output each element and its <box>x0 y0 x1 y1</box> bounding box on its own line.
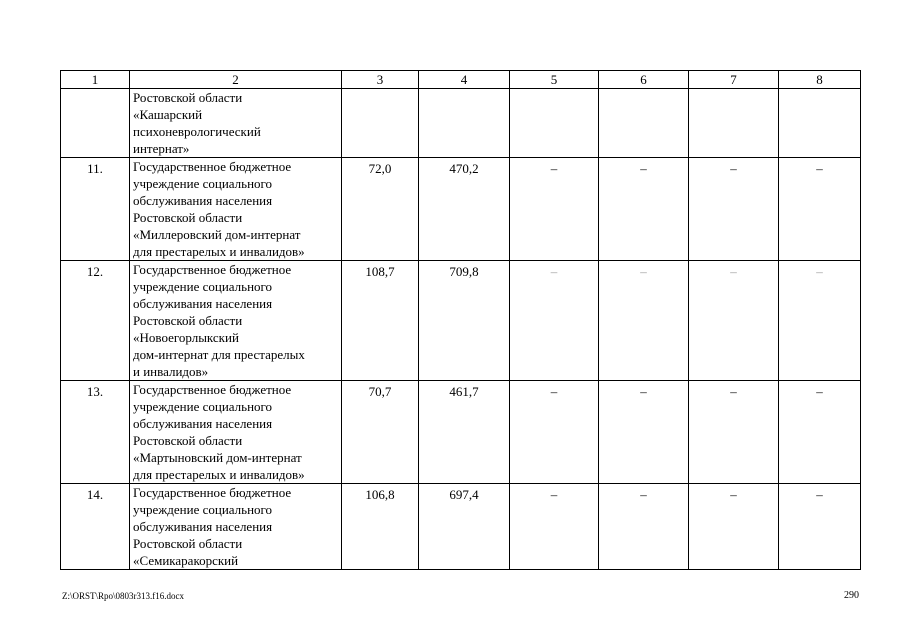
institution-name-line: «Новоегорлыкский <box>133 330 239 345</box>
row-number-cell <box>61 89 130 158</box>
row-number-cell: 12. <box>61 261 130 381</box>
value-cell-col4 <box>419 89 510 158</box>
value-cell-col4: 470,2 <box>419 158 510 261</box>
value-cell-col5: – <box>510 381 599 484</box>
header-cell: 5 <box>510 71 599 89</box>
value-cell-col7: – <box>689 158 779 261</box>
header-cell: 6 <box>599 71 689 89</box>
value-cell-col5: – <box>510 261 599 381</box>
header-cell: 3 <box>342 71 419 89</box>
institution-name-line: «Семикаракорский <box>133 553 239 568</box>
value-cell-col3: 70,7 <box>342 381 419 484</box>
table-header-row <box>61 71 861 89</box>
value-cell-col4: 697,4 <box>419 484 510 570</box>
institution-name-line: интернат» <box>133 141 190 156</box>
institution-name-line: Государственное бюджетное <box>133 159 292 174</box>
institution-name-line: для престарелых и инвалидов» <box>133 467 305 482</box>
institution-name-line: для престарелых и инвалидов» <box>133 244 305 259</box>
institution-name-line: учреждение социального <box>133 502 273 517</box>
value-cell-col8: – <box>779 484 861 570</box>
table-row <box>61 261 861 381</box>
value-cell-col6: – <box>599 484 689 570</box>
institution-name-line: учреждение социального <box>133 399 273 414</box>
footer-page-number: 290 <box>844 590 859 601</box>
header-cell: 7 <box>689 71 779 89</box>
institution-name-line: обслуживания населения <box>133 296 273 311</box>
institution-name-line: обслуживания населения <box>133 416 273 431</box>
value-cell-col5: – <box>510 158 599 261</box>
institution-name-line: «Миллеровский дом-интернат <box>133 227 301 242</box>
value-cell-col8 <box>779 89 861 158</box>
institution-name-cell <box>130 89 342 158</box>
institution-name-line: Государственное бюджетное <box>133 382 292 397</box>
institution-name-line: учреждение социального <box>133 176 273 191</box>
value-cell-col5 <box>510 89 599 158</box>
institution-name-cell <box>130 381 342 484</box>
table-row <box>61 158 861 261</box>
value-cell-col3 <box>342 89 419 158</box>
institution-name-line: Государственное бюджетное <box>133 485 292 500</box>
value-cell-col7: – <box>689 261 779 381</box>
value-cell-col8: – <box>779 381 861 484</box>
value-cell-col8: – <box>779 261 861 381</box>
institution-name-line: дом-интернат для престарелых <box>133 347 305 362</box>
value-cell-col6: – <box>599 158 689 261</box>
institution-name-line: психоневрологический <box>133 124 261 139</box>
table-body <box>61 71 861 570</box>
table-row <box>61 381 861 484</box>
value-cell-col3: 106,8 <box>342 484 419 570</box>
value-cell-col3: 72,0 <box>342 158 419 261</box>
value-cell-col6 <box>599 89 689 158</box>
value-cell-col8: – <box>779 158 861 261</box>
header-cell: 2 <box>130 71 342 89</box>
institution-name-line: обслуживания населения <box>133 193 273 208</box>
institution-name-line: Ростовской области <box>133 313 243 328</box>
value-cell-col7: – <box>689 381 779 484</box>
institution-name-cell <box>130 484 342 570</box>
footer-file-path: Z:\ORST\Rpo\0803r313.f16.docx <box>62 591 184 601</box>
institution-name-line: и инвалидов» <box>133 364 209 379</box>
institution-name-line: обслуживания населения <box>133 519 273 534</box>
data-table <box>60 70 861 570</box>
institution-name-line: Ростовской области <box>133 433 243 448</box>
header-cell: 1 <box>61 71 130 89</box>
institution-name-cell <box>130 261 342 381</box>
value-cell-col4: 461,7 <box>419 381 510 484</box>
header-cell: 4 <box>419 71 510 89</box>
row-number-cell: 14. <box>61 484 130 570</box>
institution-name-line: «Мартыновский дом-интернат <box>133 450 302 465</box>
value-cell-col4: 709,8 <box>419 261 510 381</box>
institution-name-line: «Кашарский <box>133 107 203 122</box>
row-number-cell: 13. <box>61 381 130 484</box>
institution-name-line: учреждение социального <box>133 279 273 294</box>
institution-name-line: Ростовской области <box>133 536 243 551</box>
table-row <box>61 89 861 158</box>
institution-name-cell <box>130 158 342 261</box>
header-cell: 8 <box>779 71 861 89</box>
value-cell-col6: – <box>599 381 689 484</box>
institution-name-line: Государственное бюджетное <box>133 262 292 277</box>
value-cell-col7 <box>689 89 779 158</box>
value-cell-col6: – <box>599 261 689 381</box>
row-number-cell: 11. <box>61 158 130 261</box>
institution-name-line: Ростовской области <box>133 90 243 105</box>
table-row <box>61 484 861 570</box>
value-cell-col7: – <box>689 484 779 570</box>
institution-name-line: Ростовской области <box>133 210 243 225</box>
value-cell-col5: – <box>510 484 599 570</box>
value-cell-col3: 108,7 <box>342 261 419 381</box>
